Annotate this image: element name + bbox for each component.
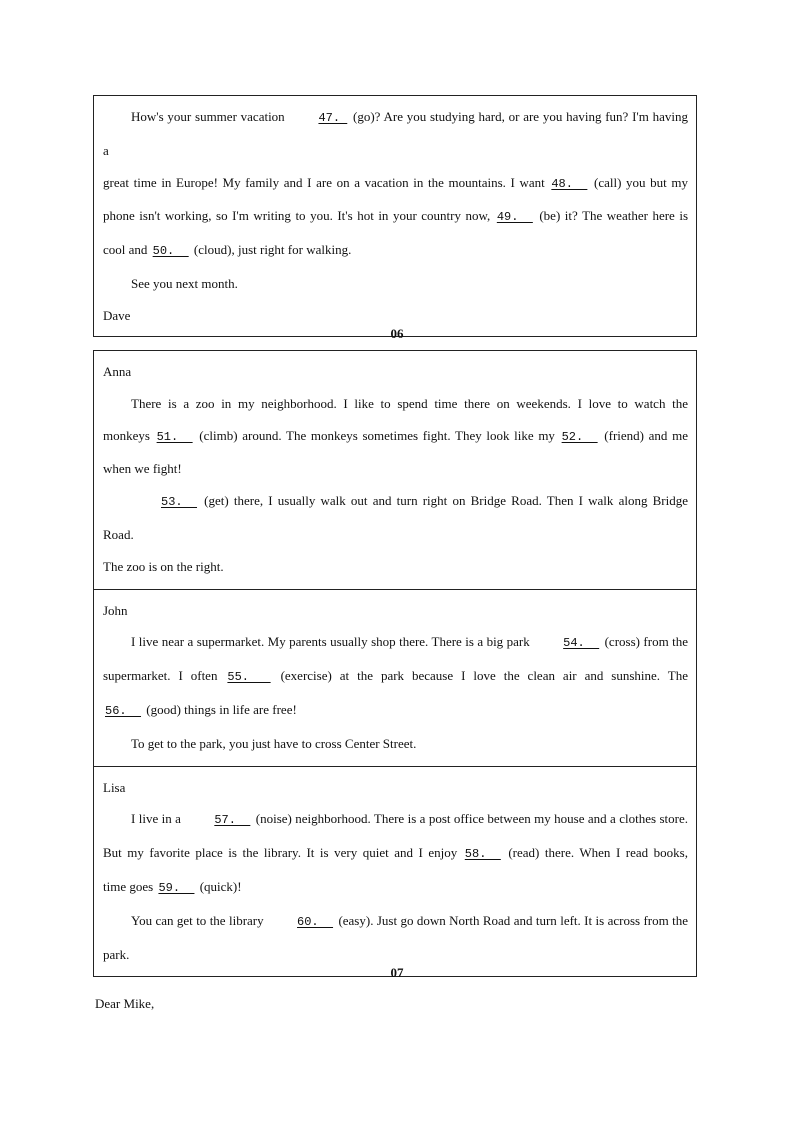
text-segment: I live near a supermarket. My parents usually shop there. There is a big park (131, 634, 534, 650)
text-line (103, 837, 688, 871)
text-segment: The zoo is on the right. (103, 558, 224, 574)
text-line (103, 200, 688, 234)
text-line (103, 167, 688, 201)
text-line (103, 905, 688, 939)
neighborhood-table (93, 350, 697, 977)
answer-blank[interactable]: 57. (214, 813, 251, 828)
text-line (103, 803, 688, 837)
text-segment: (easy). Just go down North Road and turn left. It is across from the (335, 912, 689, 928)
text-segment: time goes (103, 878, 157, 894)
text-segment: phone isn't working, so I'm writing to you. It's hot in your country now, (103, 208, 495, 224)
lisa-paragraph-2 (103, 905, 688, 971)
answer-blank[interactable]: 51. (156, 429, 193, 444)
answer-blank[interactable]: 60. (297, 914, 334, 929)
text-segment: (go)? Are you studying hard, or are you having fun? I'm having a (103, 109, 688, 158)
text-segment: park. (103, 946, 130, 962)
cell-lisa (94, 766, 696, 977)
greeting-line: Dear Mike, (95, 996, 155, 1011)
text-segment: (climb) around. The monkeys sometimes fight. They look like my (194, 427, 560, 443)
text-line (103, 551, 688, 583)
text-line (103, 694, 688, 728)
text-line (103, 388, 688, 420)
text-line (103, 420, 688, 454)
text-line (103, 626, 688, 660)
text-line (103, 101, 688, 167)
text-segment: (read) there. When I read books, (502, 845, 688, 861)
text-segment: (good) things in life are free! (143, 701, 297, 717)
text-line (103, 485, 688, 551)
letter-closing: See you next month. (131, 275, 238, 291)
text-segment: There is a zoo in my neighborhood. I like to spend time there on weekends. I love to watch the (131, 395, 688, 411)
person-name-anna: Anna (103, 364, 132, 379)
answer-blank[interactable]: 56. (105, 703, 142, 718)
answer-blank[interactable]: 50. (152, 244, 189, 259)
text-segment: (cloud), just right for walking. (190, 242, 352, 258)
john-paragraph-2 (103, 728, 688, 760)
letter-body (94, 96, 696, 336)
section-number-07: 07 (390, 965, 404, 980)
answer-blank[interactable]: 53. (161, 495, 198, 510)
text-segment: (noise) neighborhood. There is a post office between my house and a clothes store. (252, 811, 688, 827)
anna-paragraph-1 (103, 388, 688, 485)
text-segment: monkeys (103, 427, 155, 443)
section-number-06: 06 (390, 326, 404, 341)
text-segment: (call) you but my (589, 174, 688, 190)
person-name-lisa: Lisa (103, 779, 126, 795)
text-line (103, 234, 688, 268)
text-segment: (be) it? The weather here is (534, 208, 689, 224)
text-line (103, 728, 688, 760)
letter-paragraph-1 (103, 101, 688, 268)
text-segment: You can get to the library (131, 912, 268, 928)
text-segment: How's your summer vacation (131, 109, 289, 124)
answer-blank[interactable]: 58. (464, 847, 501, 862)
text-line (103, 871, 688, 905)
lisa-paragraph-1 (103, 803, 688, 904)
text-line (103, 453, 688, 485)
answer-blank[interactable]: 49. (496, 210, 533, 225)
text-segment: (cross) from the (601, 634, 689, 650)
text-segment: great time in Europe! My family and I are on a vacation in the mountains. I want (103, 174, 550, 190)
answer-blank[interactable]: 52. (561, 429, 598, 444)
text-segment: I live in a (131, 811, 185, 827)
person-name-john: John (103, 602, 128, 618)
answer-blank[interactable]: 48. (551, 176, 588, 191)
text-segment: (get) there, I usually walk out and turn right on Bridge Road. Then I walk along Bridge Road. (103, 493, 688, 542)
john-paragraph-1 (103, 626, 688, 727)
text-segment: (quick)! (196, 878, 242, 894)
answer-blank[interactable]: 54. (563, 636, 600, 651)
letter-signature: Dave (103, 307, 131, 323)
text-segment: But my favorite place is the library. It is very quiet and I enjoy (103, 845, 463, 861)
text-segment: when we fight! (103, 461, 182, 477)
anna-paragraph-2 (103, 485, 688, 582)
text-segment: (friend) and me (599, 427, 688, 443)
answer-blank[interactable]: 55. (227, 670, 271, 685)
letter-box-dave (93, 95, 697, 337)
cell-john (94, 589, 696, 766)
text-segment: (exercise) at the park because I love the clean air and sunshine. The (272, 668, 688, 684)
text-segment: supermarket. I often (103, 668, 226, 684)
cell-anna (94, 351, 696, 589)
text-segment: cool and (103, 242, 151, 258)
text-segment: To get to the park, you just have to cross Center Street. (131, 735, 417, 751)
answer-blank[interactable]: 59. (158, 880, 195, 895)
text-line (103, 660, 688, 694)
answer-blank[interactable]: 47. (318, 111, 348, 125)
